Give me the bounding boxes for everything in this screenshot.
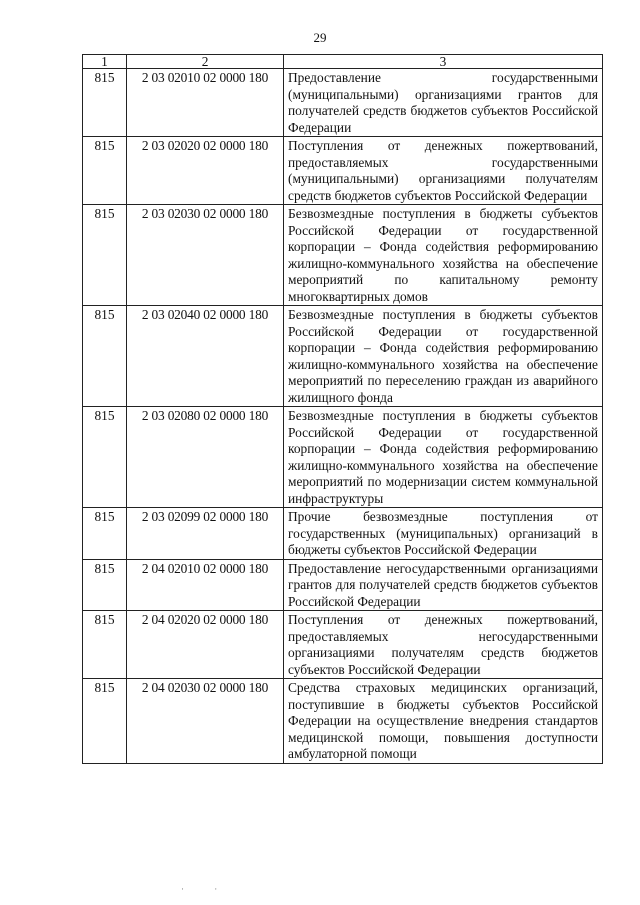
table-row <box>83 679 603 764</box>
header-col-2: 2 <box>127 55 284 69</box>
budget-code-cell: 2 04 02030 02 0000 180 <box>127 679 284 764</box>
table-row <box>83 611 603 679</box>
table-row <box>83 205 603 306</box>
header-col-1: 1 <box>83 55 127 69</box>
revenue-name-cell: Поступления от денежных пожертвований, предоставляемых негосударственными организациями получателям средств бюджетов субъектов Российской Федерации <box>284 611 603 679</box>
table-header <box>83 55 603 69</box>
revenue-name-cell: Поступления от денежных пожертвований, предоставляемых государственными (муниципальными) организациями получателям средств бюджетов субъектов Российской Федерации <box>284 137 603 205</box>
page-number: 29 <box>313 30 327 45</box>
admin-code-cell: 815 <box>83 205 127 306</box>
revenue-name-cell: Безвозмездные поступления в бюджеты субъектов Российской Федерации от государственной корпорации – Фонда содействия реформированию жилищно-коммунального хозяйства на обеспечение мероприятий по переселению граждан из аварийного жилищного фонда <box>284 306 603 407</box>
scan-speck-marks: · · <box>181 884 232 894</box>
revenue-name-cell: Безвозмездные поступления в бюджеты субъектов Российской Федерации от государственной корпорации – Фонда содействия реформированию жилищно-коммунального хозяйства на обеспечение мероприятий по модернизации систем коммунальной инфраструктуры <box>284 407 603 508</box>
admin-code-cell: 815 <box>83 69 127 137</box>
admin-code-cell: 815 <box>83 306 127 407</box>
revenue-codes-table <box>82 54 603 764</box>
table-row <box>83 306 603 407</box>
revenue-name-cell: Безвозмездные поступления в бюджеты субъектов Российской Федерации от государственной корпорации – Фонда содействия реформированию жилищно-коммунального хозяйства на обеспечение мероприятий по капитальному ремонту многоквартирных домов <box>284 205 603 306</box>
revenue-name-cell: Предоставление государственными (муниципальными) организациями грантов для получателей средств бюджетов субъектов Российской Федерации <box>284 69 603 137</box>
admin-code-cell: 815 <box>83 407 127 508</box>
budget-code-cell: 2 03 02080 02 0000 180 <box>127 407 284 508</box>
revenue-name-cell: Предоставление негосударственными организациями грантов для получателей средств бюджетов субъектов Российской Федерации <box>284 559 603 611</box>
admin-code-cell: 815 <box>83 508 127 560</box>
table-row <box>83 508 603 560</box>
admin-code-cell: 815 <box>83 611 127 679</box>
budget-code-cell: 2 03 02099 02 0000 180 <box>127 508 284 560</box>
revenue-name-cell: Прочие безвозмездные поступления от государственных (муниципальных) организаций в бюджеты субъектов Российской Федерации <box>284 508 603 560</box>
budget-code-cell: 2 04 02020 02 0000 180 <box>127 611 284 679</box>
revenue-name-cell: Средства страховых медицинских организаций, поступившие в бюджеты субъектов Российской Федерации на осуществление внедрения стандартов медицинской помощи, повышения доступности амбулаторной помощи <box>284 679 603 764</box>
table-row <box>83 559 603 611</box>
table-body <box>83 69 603 764</box>
admin-code-cell: 815 <box>83 137 127 205</box>
budget-code-cell: 2 04 02010 02 0000 180 <box>127 559 284 611</box>
table-row <box>83 407 603 508</box>
budget-code-cell: 2 03 02020 02 0000 180 <box>127 137 284 205</box>
admin-code-cell: 815 <box>83 559 127 611</box>
budget-code-cell: 2 03 02010 02 0000 180 <box>127 69 284 137</box>
table-row <box>83 69 603 137</box>
header-col-3: 3 <box>284 55 603 69</box>
budget-code-cell: 2 03 02030 02 0000 180 <box>127 205 284 306</box>
budget-code-cell: 2 03 02040 02 0000 180 <box>127 306 284 407</box>
table-header-row <box>83 55 603 69</box>
admin-code-cell: 815 <box>83 679 127 764</box>
table-row <box>83 137 603 205</box>
